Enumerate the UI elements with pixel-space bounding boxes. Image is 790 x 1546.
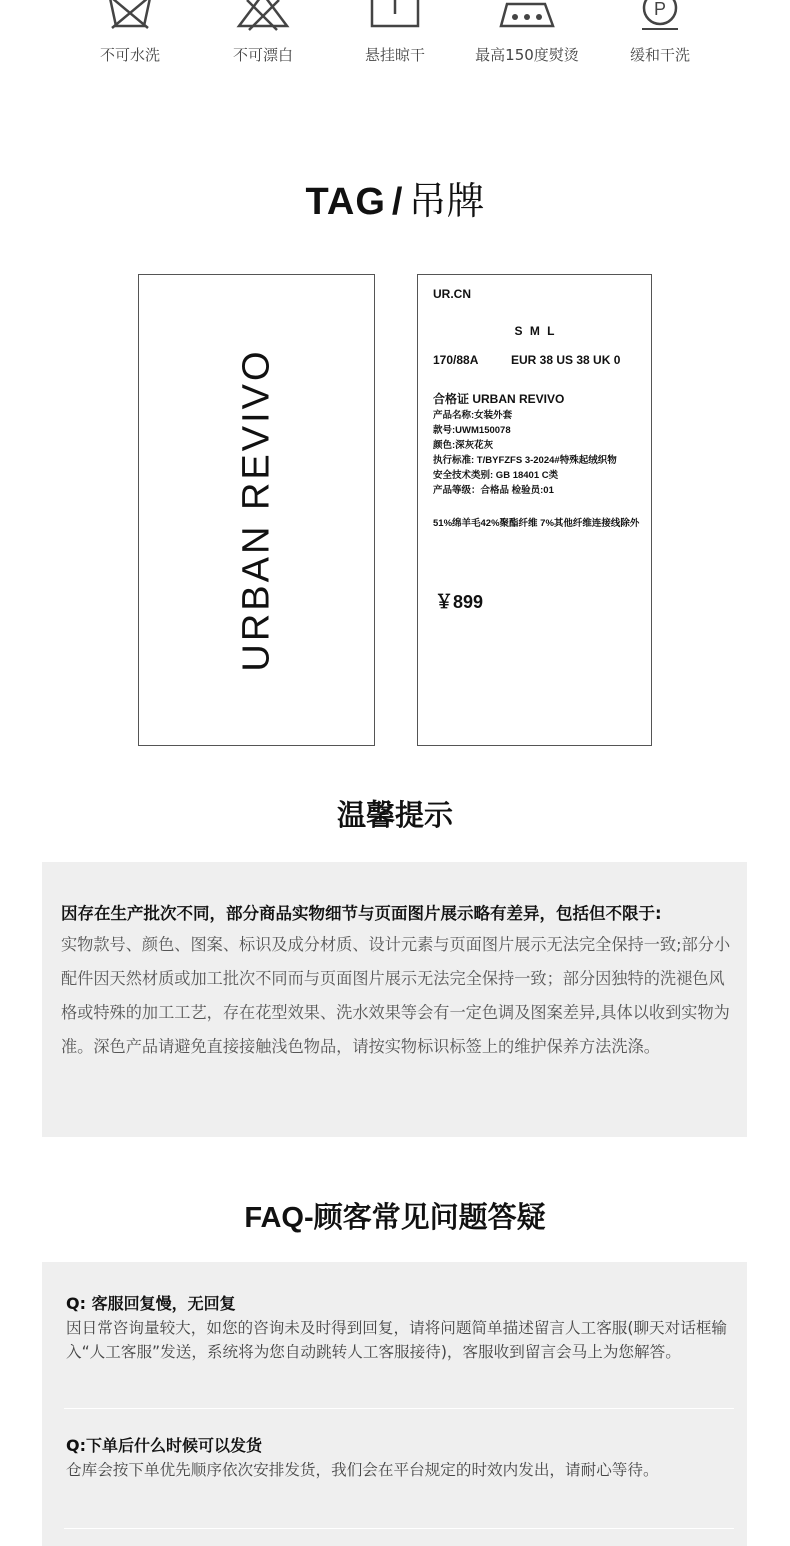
tag-front-card (138, 274, 375, 746)
care-item-iron (462, 0, 592, 65)
tag-size-code: 170/88A (433, 353, 479, 367)
care-label: 不可水洗 (99, 46, 160, 64)
care-instructions (0, 0, 790, 80)
hang-dry-icon (367, 0, 423, 32)
faq-answer: 仓库会按下单优先顺序依次安排发货，我们会在平台规定的时效内发出，请耐心等待。 (66, 1461, 659, 1479)
tag-style-no: 款号:UWM150078 (433, 425, 511, 436)
care-item-dry-clean (595, 0, 725, 65)
tag-section-title (0, 170, 790, 225)
faq-question: Q:下单后什么时候可以发货 (66, 1436, 263, 1455)
tag-title-cn: 吊牌 (408, 179, 485, 223)
care-label: 不可漂白 (232, 46, 293, 64)
faq-item (66, 1292, 732, 1364)
care-label: 最高150度熨烫 (475, 46, 579, 64)
care-item-no-bleach (198, 0, 328, 65)
tips-intro: 因存在生产批次不同，部分商品实物细节与页面图片展示略有差异，包括但不限于: (61, 904, 662, 923)
tag-color: 颜色:深灰花灰 (433, 440, 494, 451)
faq-divider (64, 1408, 734, 1409)
tag-certificate: 合格证 URBAN REVIVO (433, 392, 565, 406)
care-item-no-wash (65, 0, 195, 65)
care-label: 缓和干洗 (629, 46, 690, 64)
tag-title-separator: / (391, 181, 403, 223)
no-bleach-icon (235, 0, 291, 32)
care-item-hang-dry (330, 0, 460, 65)
tips-body: 实物款号、颜色、图案、标识及成分材质、设计元素与页面图片展示无法完全保持一致;部分小配件因天然材质或加工批次不同而与页面图片展示无法完全保持一致；部分因独特的洗褪色风格或特殊的加工工艺，存在花型效果、洗水效果等会有一定色调及图案差异,具体以收到实物为准。深色产品请避免直接接触浅色物品，请按实物标识标签上的维护保养方法洗涤。 (61, 935, 731, 1056)
tag-site: UR.CN (433, 287, 471, 301)
tag-brand-name: URBAN REVIVO (235, 348, 277, 672)
faq-item (66, 1434, 732, 1482)
faq-title: FAQ-顾客常见问题答疑 (244, 1202, 546, 1234)
faq-answer: 因日常咨询量较大，如您的咨询未及时得到回复，请将问题简单描述留言人工客服(聊天对话框输入“人工客服”发送，系统将为您自动跳转人工客服接待)，客服收到留言会马上为您解答。 (66, 1319, 728, 1361)
tag-composition: 51%绵羊毛42%聚酯纤维 7%其他纤维连接线除外 (433, 518, 640, 529)
tag-safety: 安全技术类别: GB 18401 C类 (433, 470, 559, 481)
faq-question: Q: 客服回复慢，无回复 (66, 1294, 236, 1313)
tag-standard: 执行标准: T/BYFZFS 3-2024#特殊起绒织物 (433, 455, 617, 466)
faq-box (42, 1262, 747, 1546)
tag-sizes: S M L (514, 324, 557, 338)
iron-150-icon (495, 0, 559, 32)
tips-title: 温馨提示 (336, 798, 453, 832)
gentle-dry-clean-icon (632, 0, 688, 32)
tag-price: ￥899 (435, 592, 484, 612)
no-wash-icon (102, 0, 158, 32)
tag-grade: 产品等级：合格品 检验员:01 (433, 485, 554, 496)
tips-box (42, 862, 747, 1137)
tag-size-intl: EUR 38 US 38 UK 0 (511, 353, 621, 367)
care-label: 悬挂晾干 (364, 46, 425, 64)
tag-product-name: 产品名称:女装外套 (433, 410, 513, 421)
faq-divider (64, 1528, 734, 1529)
svg-text:P: P (653, 0, 667, 19)
tag-back-card (417, 274, 652, 746)
tag-title-en: TAG (305, 181, 386, 223)
